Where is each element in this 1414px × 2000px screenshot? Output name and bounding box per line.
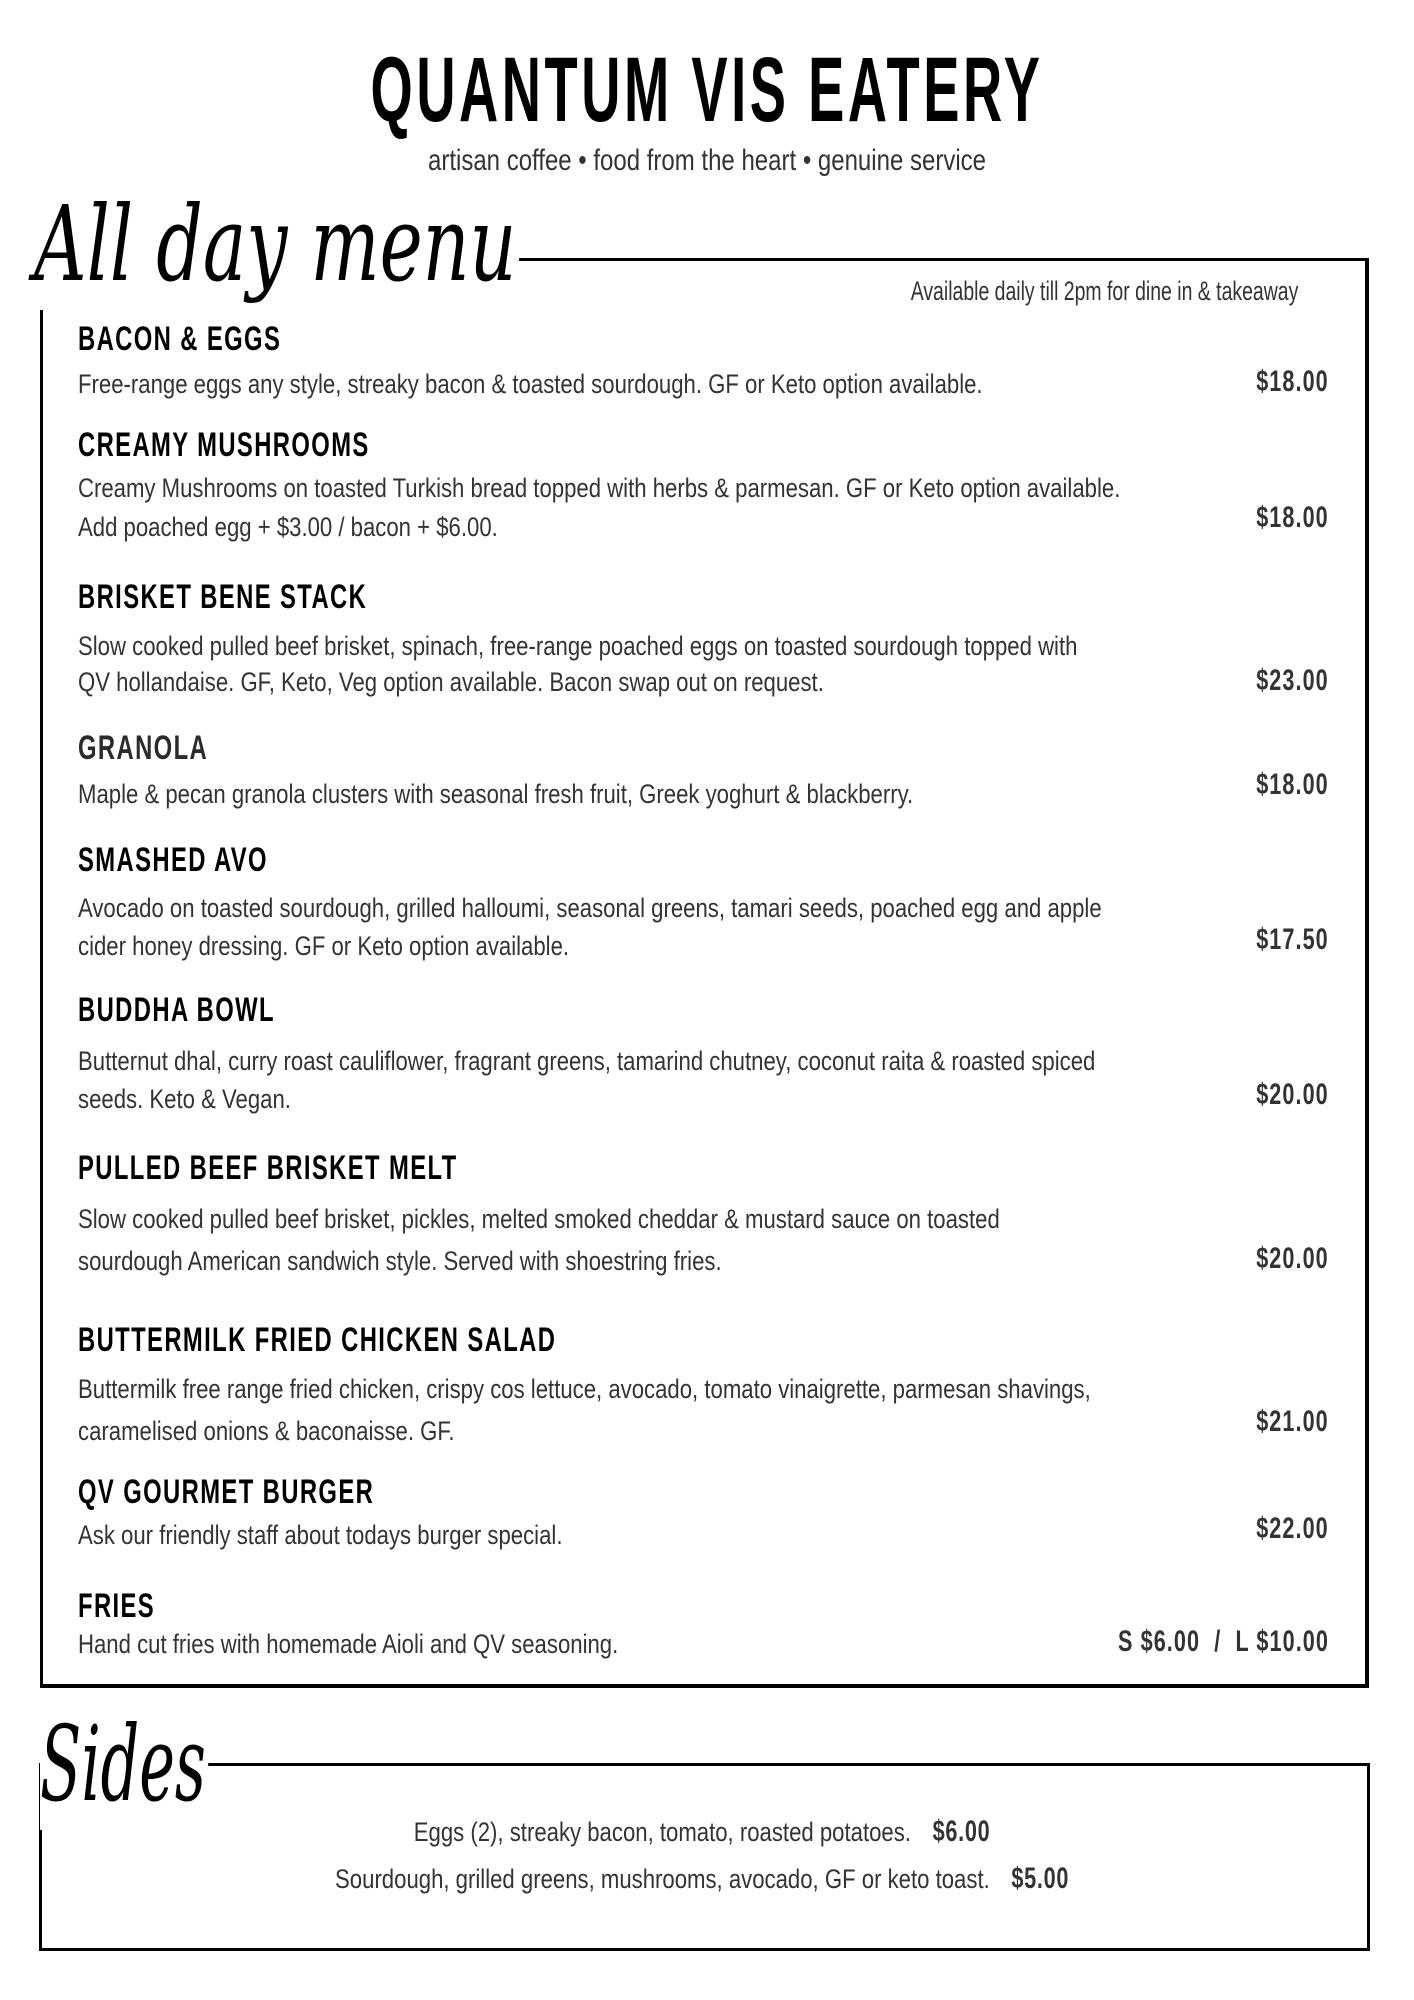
menu-item-description: Add poached egg + $3.00 / bacon + $6.00. — [78, 512, 498, 542]
menu-item-price: $18.00 — [1256, 365, 1329, 398]
menu-item-name: BUDDHA BOWL — [78, 991, 275, 1029]
menu-item-price: $21.00 — [1256, 1405, 1329, 1438]
menu-item-name: BUTTERMILK FRIED CHICKEN SALAD — [78, 1321, 557, 1359]
menu-item-name: GRANOLA — [78, 729, 209, 767]
menu-item-description: Avocado on toasted sourdough, grilled halloumi, seasonal greens, tamari seeds, poached egg and apple — [78, 893, 1102, 923]
menu-item-description: Ask our friendly staff about todays burger special. — [78, 1520, 563, 1550]
menu-item-price: $23.00 — [1256, 664, 1329, 697]
side-item-price: $5.00 — [1011, 1862, 1070, 1895]
menu-item-description: Buttermilk free range fried chicken, crispy cos lettuce, avocado, tomato vinaigrette, parmesan shavings, — [78, 1374, 1091, 1404]
menu-item-price: $20.00 — [1256, 1242, 1329, 1275]
menu-item-price: $17.50 — [1256, 923, 1329, 956]
menu-item-description: seeds. Keto & Vegan. — [78, 1084, 291, 1114]
side-item — [39, 1815, 1370, 1849]
menu-item-name: CREAMY MUSHROOMS — [78, 426, 370, 464]
side-item-price: $6.00 — [933, 1815, 992, 1848]
menu-item-price: $18.00 — [1256, 768, 1329, 801]
menu-item-description: Creamy Mushrooms on toasted Turkish bread topped with herbs & parmesan. GF or Keto option available. — [78, 473, 1121, 503]
sides-heading: Sides — [40, 1698, 208, 1830]
availability-note: Available daily till 2pm for dine in & takeaway — [910, 276, 1298, 306]
menu-item-name: FRIES — [78, 1587, 156, 1625]
menu-item-name: PULLED BEEF BRISKET MELT — [78, 1149, 458, 1187]
menu-item-price: $20.00 — [1256, 1078, 1329, 1111]
restaurant-tagline: artisan coffee • food from the heart • genuine service — [427, 144, 987, 177]
side-item-description: Eggs (2), streaky bacon, tomato, roasted potatoes. — [414, 1817, 912, 1847]
menu-item-description: Hand cut fries with homemade Aioli and QV seasoning. — [78, 1629, 619, 1659]
menu-item-description: sourdough American sandwich style. Served with shoestring fries. — [78, 1246, 722, 1276]
menu-item-price: $18.00 — [1256, 501, 1329, 534]
menu-item-name: BACON & EGGS — [78, 320, 282, 358]
menu-item-name: QV GOURMET BURGER — [78, 1473, 375, 1511]
menu-item-description: caramelised onions & baconaisse. GF. — [78, 1416, 455, 1446]
menu-item-description: cider honey dressing. GF or Keto option available. — [78, 931, 570, 961]
menu-item-price: $22.00 — [1256, 1512, 1329, 1545]
menu-item-description: Maple & pecan granola clusters with seasonal fresh fruit, Greek yoghurt & blackberry. — [78, 779, 914, 809]
side-item-description: Sourdough, grilled greens, mushrooms, avocado, GF or keto toast. — [335, 1864, 991, 1894]
menu-item-description: Slow cooked pulled beef brisket, pickles, melted smoked cheddar & mustard sauce on toasted — [78, 1204, 1000, 1234]
menu-item-description: Free-range eggs any style, streaky bacon & toasted sourdough. GF or Keto option available. — [78, 369, 983, 399]
menu-item-name: SMASHED AVO — [78, 841, 268, 879]
menu-item-description: QV hollandaise. GF, Keto, Veg option available. Bacon swap out on request. — [78, 667, 824, 697]
all-day-menu-heading: All day menu — [34, 178, 519, 310]
menu-item-description: Butternut dhal, curry roast cauliflower, fragrant greens, tamarind chutney, coconut raita & roasted spiced — [78, 1046, 1096, 1076]
menu-item-name: BRISKET BENE STACK — [78, 578, 368, 616]
restaurant-name: QUANTUM VIS EATERY — [370, 39, 1044, 141]
side-item — [39, 1862, 1370, 1896]
menu-item-price: S $6.00 / L $10.00 — [1118, 1625, 1329, 1658]
sides-section — [39, 1763, 1370, 1951]
menu-item-description: Slow cooked pulled beef brisket, spinach, free-range poached eggs on toasted sourdough topped with — [78, 631, 1078, 661]
